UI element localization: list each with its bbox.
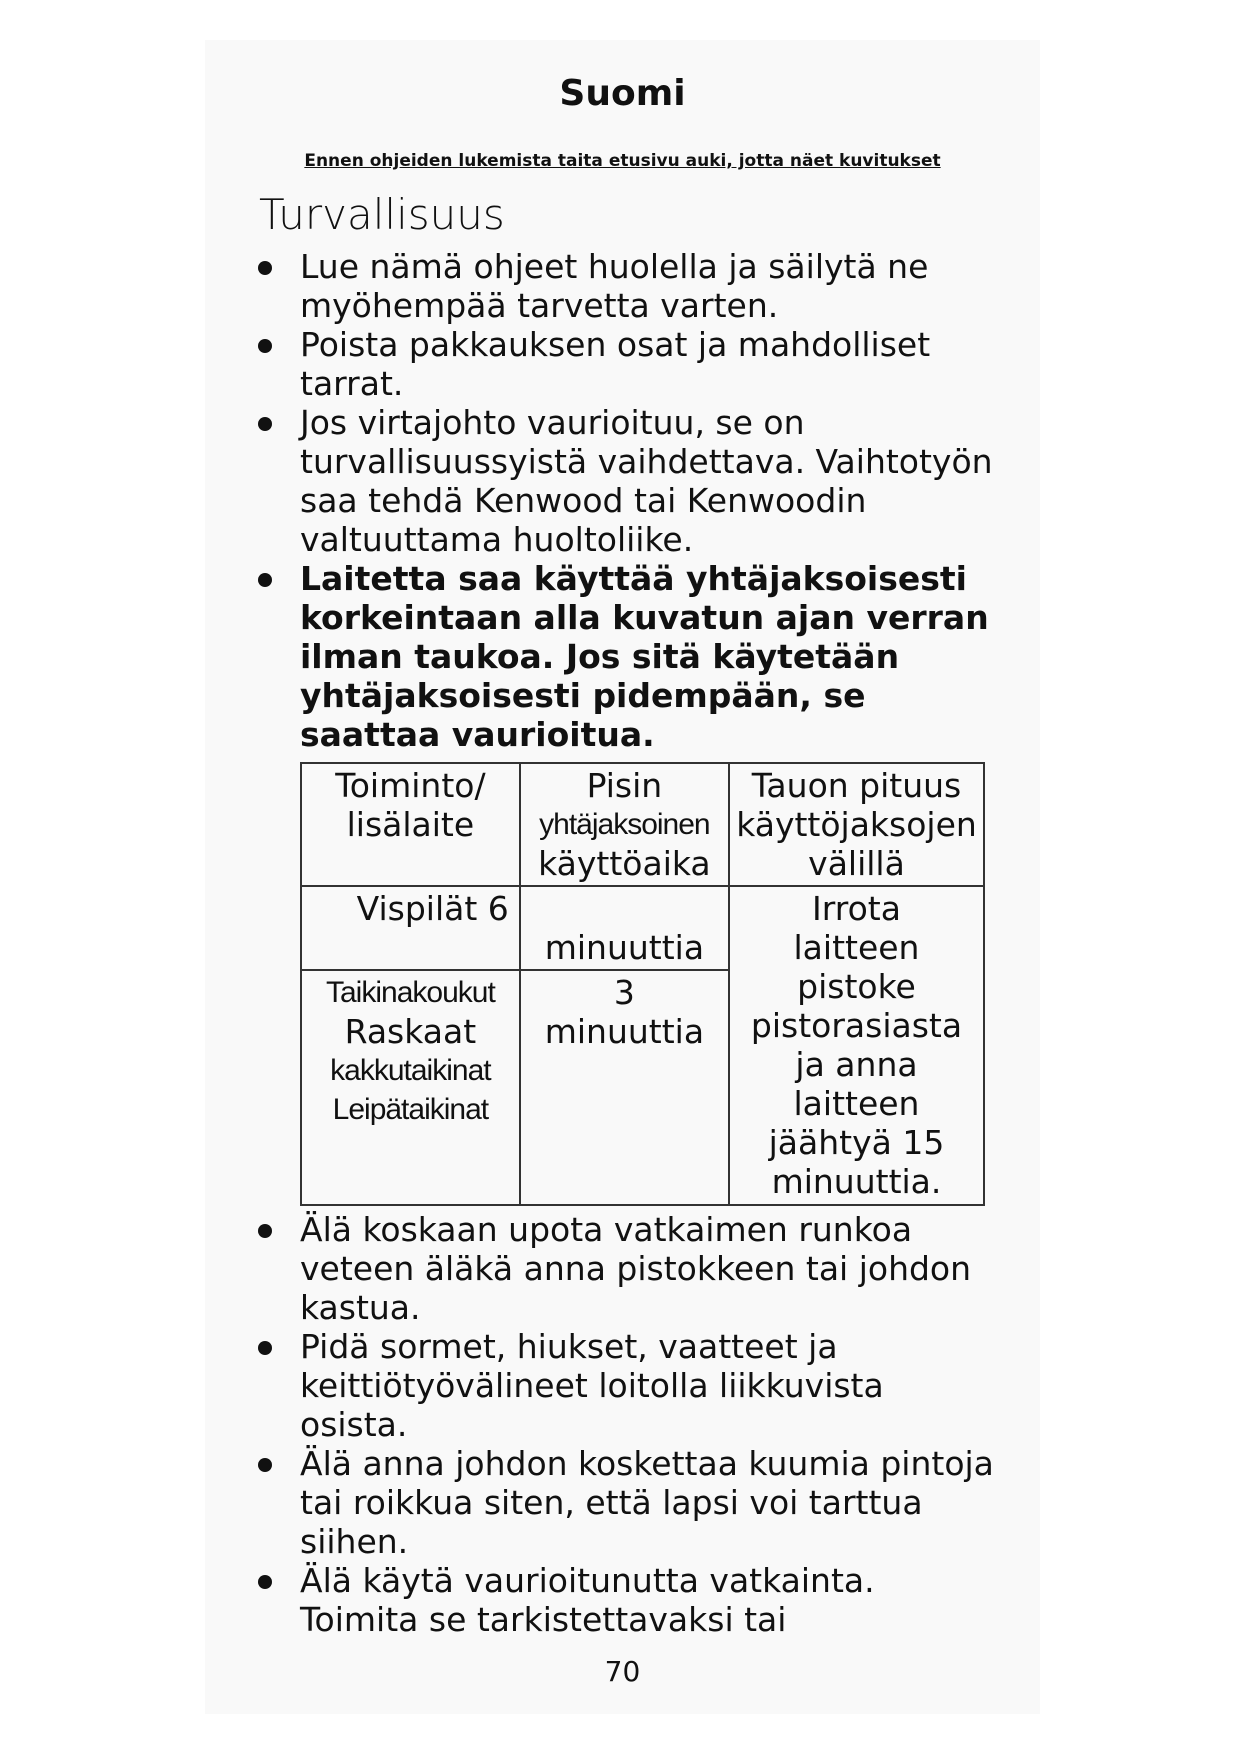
- list-item: Pidä sormet, hiukset, vaatteet ja keittiötyövälineet loitolla liikkuvista osista.: [258, 1327, 998, 1444]
- table-row: [301, 886, 984, 970]
- fold-out-notice: Ennen ohjeiden lukemista taita etusivu auki, jotta näet kuvitukset: [304, 151, 941, 171]
- page-number: 70: [604, 1655, 641, 1688]
- section-title: Turvallisuus: [259, 190, 505, 239]
- rest-instructions: Irrota laitteen pistoke pistorasiasta ja anna laitteen jäähtyä 15 minuuttia.: [729, 886, 984, 1205]
- language-title: Suomi: [559, 73, 686, 114]
- row-duration-hooks: 3 minuuttia: [520, 970, 729, 1205]
- row-duration-whisks: minuuttia: [520, 886, 729, 970]
- list-item: Älä anna johdon koskettaa kuumia pintoja tai roikkua siten, että lapsi voi tarttua siihen.: [258, 1444, 998, 1561]
- safety-list-top: [258, 247, 998, 754]
- safety-list-bottom: [258, 1210, 998, 1639]
- row-function-whisks: Vispilät 6: [301, 886, 520, 970]
- header-function: Toiminto/ lisälaite: [301, 763, 520, 886]
- list-item: Älä koskaan upota vatkaimen runkoa veteen äläkä anna pistokkeen tai johdon kastua.: [258, 1210, 998, 1327]
- header-rest-time: Tauon pituus käyttöjaksojen välillä: [729, 763, 984, 886]
- table-header-row: [301, 763, 984, 886]
- list-item: Poista pakkauksen osat ja mahdolliset tarrat.: [258, 325, 998, 403]
- list-item: Älä käytä vaurioitunutta vatkainta. Toimita se tarkistettavaksi tai: [258, 1561, 998, 1639]
- list-item: Lue nämä ohjeet huolella ja säilytä ne myöhempää tarvetta varten.: [258, 247, 998, 325]
- list-item: Jos virtajohto vaurioituu, se on turvallisuussyistä vaihdettava. Vaihtotyön saa tehdä Kenwood tai Kenwoodin valtuuttama huoltoliike.: [258, 403, 998, 559]
- list-item: Laitetta saa käyttää yhtäjaksoisesti korkeintaan alla kuvatun ajan verran ilman taukoa. Jos sitä käytetään yhtäjaksoisesti pidempään, se saattaa vaurioitua.: [258, 559, 998, 754]
- header-max-time: Pisin yhtäjaksoinen käyttöaika: [520, 763, 729, 886]
- row-function-hooks: Taikinakoukut Raskaat kakkutaikinat Leipätaikinat: [301, 970, 520, 1205]
- duty-cycle-table: [300, 762, 985, 1206]
